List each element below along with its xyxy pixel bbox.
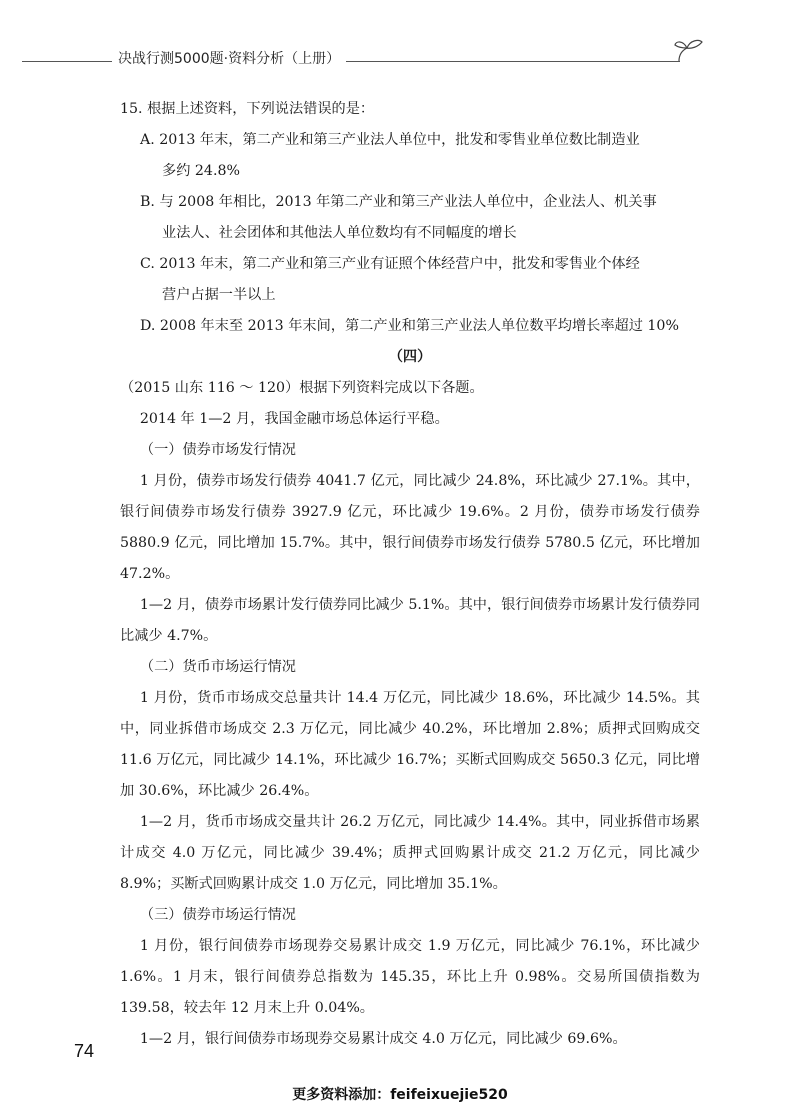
- option-b-line1: B. 与 2008 年相比，2013 年第二产业和第三产业法人单位中，企业法人、机关事: [140, 194, 657, 210]
- paragraph-3-1: 1 月份，银行间债券市场现券交易累计成交 1.9 万亿元，同比减少 76.1%，环比减少 1.6%。1 月末，银行间债券总指数为 145.35，环比上升 0.98%。交易所国债指数为 139.58，较去年 12 月末上升 0.04%。: [120, 938, 700, 1016]
- page-number: 74: [74, 1041, 95, 1061]
- option-c-line2: 营户占据一半以上: [162, 287, 276, 303]
- header-rule-right: [330, 61, 680, 62]
- subsection-title-3: （三）债券市场运行情况: [139, 907, 296, 923]
- source-note: （2015 山东 116 ～ 120）根据下列资料完成以下各题。: [120, 380, 484, 396]
- intro-paragraph: 2014 年 1—2 月，我国金融市场总体运行平稳。: [139, 411, 449, 427]
- paragraph-1-1: 1 月份，债券市场发行债券 4041.7 亿元，同比减少 24.8%，环比减少 27.1%。其中，银行间债券市场发行债券 3927.9 亿元，环比减少 19.6%。2 月份，债券市场发行债券 5880.9 亿元，同比增加 15.7%。其中，银行间债券市场发行债券 5780.5 亿元，环比增加 47.2%。: [120, 473, 700, 582]
- option-a-line1: A. 2013 年末，第二产业和第三产业法人单位中，批发和零售业单位数比制造业: [140, 132, 640, 148]
- subsection-title-2: （二）货币市场运行情况: [139, 659, 296, 675]
- option-b-line2: 业法人、社会团体和其他法人单位数均有不同幅度的增长: [162, 225, 517, 241]
- page-content: [120, 94, 700, 1055]
- header-rule-left: [22, 61, 117, 62]
- running-header-title: 决战行测5000题·资料分析（上册）: [112, 48, 346, 68]
- paragraph-2-1: 1 月份，货币市场成交总量共计 14.4 万亿元，同比减少 18.6%，环比减少 14.5%。其中，同业拆借市场成交 2.3 万亿元，同比减少 40.2%，环比增加 2.8%；质押式回购成交 11.6 万亿元，同比减少 14.1%，环比减少 16.7%；买断式回购成交 5650.3 亿元，同比增加 30.6%，环比减少 26.4%。: [120, 690, 700, 799]
- sprout-icon: [673, 36, 705, 62]
- paragraph-1-2: 1—2 月，债券市场累计发行债券同比减少 5.1%。其中，银行间债券市场累计发行债券同比减少 4.7%。: [120, 597, 700, 644]
- paragraph-2-2: 1—2 月，货币市场成交量共计 26.2 万亿元，同比减少 14.4%。其中，同业拆借市场累计成交 4.0 万亿元，同比减少 39.4%；质押式回购累计成交 21.2 万亿元，同比减少 8.9%；买断式回购累计成交 1.0 万亿元，同比增加 35.1%。: [120, 814, 700, 892]
- footer-note: 更多资料添加：feifeixuejie520: [292, 1087, 508, 1103]
- option-c-line1: C. 2013 年末，第二产业和第三产业有证照个体经营户中，批发和零售业个体经: [140, 256, 640, 272]
- subsection-title-1: （一）债券市场发行情况: [139, 442, 296, 458]
- option-a-line2: 多约 24.8%: [162, 163, 240, 179]
- option-d-line1: D. 2008 年末至 2013 年末间，第二产业和第三产业法人单位数平均增长率超过 10%: [140, 318, 679, 334]
- paragraph-3-2: 1—2 月，银行间债券市场现券交易累计成交 4.0 万亿元，同比减少 69.6%。: [139, 1031, 627, 1047]
- section-title: （四）: [388, 349, 432, 365]
- question-stem: 15. 根据上述资料，下列说法错误的是：: [120, 101, 375, 117]
